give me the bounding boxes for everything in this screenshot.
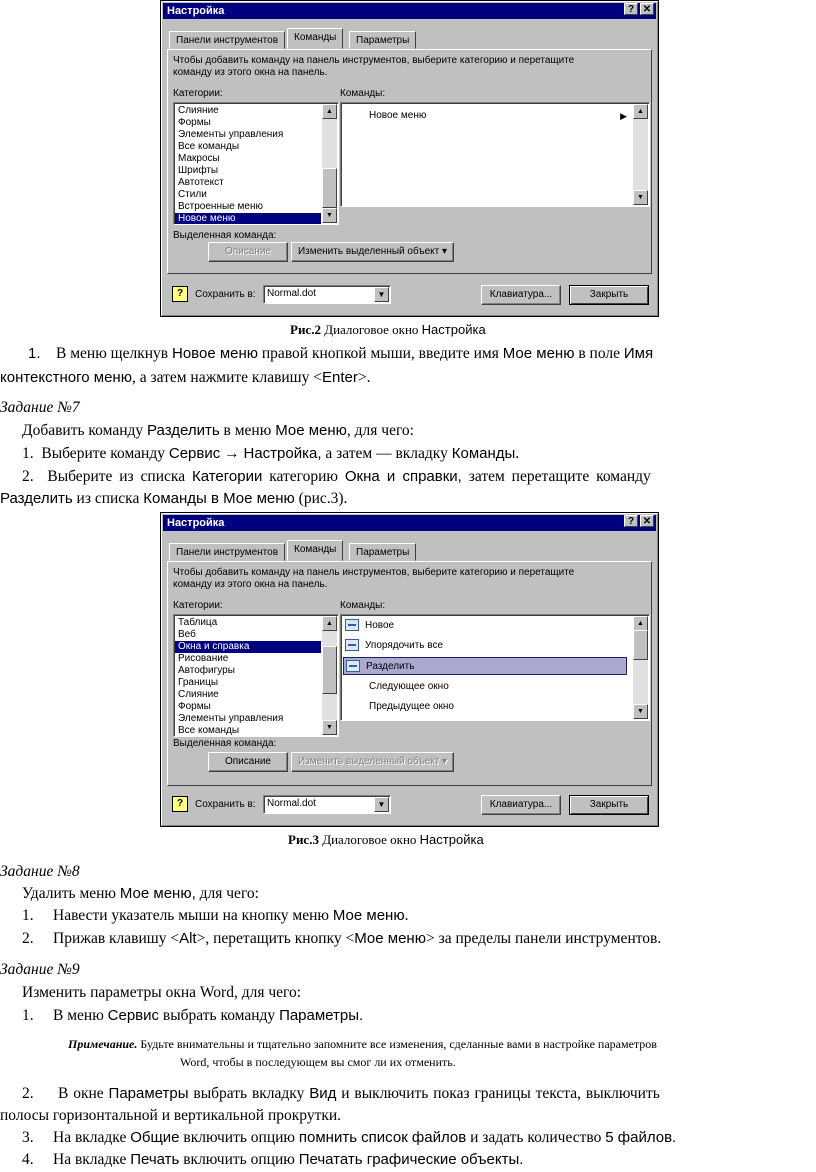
text: Выберите из списка	[47, 468, 192, 485]
arrange-all-icon	[345, 639, 359, 651]
ui-term: Категории	[191, 468, 263, 485]
list-number: 1.	[28, 345, 41, 362]
task-7-step-1	[22, 444, 519, 464]
task-7-step-2-line-2	[0, 489, 347, 509]
ui-term: Печать	[130, 1151, 180, 1168]
list-number: 2.	[22, 468, 34, 485]
ui-term: помнить список файлов	[298, 1129, 467, 1146]
text: (рис.3).	[294, 490, 348, 507]
command-label: Предыдущее окно	[369, 701, 454, 712]
description-button[interactable]: Описание	[208, 752, 288, 772]
list-number: 1.	[22, 1007, 34, 1024]
step-1-line-1	[28, 344, 653, 364]
close-title-button[interactable]: ✕	[640, 3, 654, 15]
save-in-combo[interactable]	[263, 795, 391, 814]
text: включить опцию	[179, 1129, 299, 1146]
command-item-arrange[interactable]	[343, 637, 627, 655]
ui-term: Мое меню	[332, 907, 405, 924]
figure-caption-3	[288, 832, 484, 848]
ui-term: Печатать графические объекты.	[298, 1151, 524, 1168]
text: Прижав клавишу <	[53, 930, 180, 947]
scroll-thumb[interactable]	[322, 168, 337, 208]
ui-term: Команды в Мое меню	[143, 490, 295, 507]
tab-options[interactable]: Параметры	[349, 31, 416, 49]
commands-tab-panel	[167, 561, 652, 786]
command-label: Разделить	[366, 661, 415, 672]
text: Будьте внимательны и тщательно запомните все изменения, сделанные вами в настройке параметров	[137, 1037, 657, 1051]
arrow-icon: →	[220, 445, 244, 462]
text: выбрать вкладку	[188, 1085, 310, 1102]
task-8-intro	[22, 884, 259, 904]
list-item[interactable]: Элементы управления	[178, 129, 284, 140]
ui-term: Enter	[322, 369, 358, 386]
list-number: 1.	[22, 445, 34, 462]
list-item[interactable]: Элементы управления	[178, 713, 284, 724]
text: >, перетащить кнопку <	[196, 930, 355, 947]
close-dialog-button[interactable]: Закрыть	[569, 795, 649, 815]
list-number: 3.	[22, 1129, 34, 1146]
list-item[interactable]: Все команды	[178, 141, 240, 152]
step-1-line-2	[0, 368, 370, 388]
caption-number: Рис.2	[290, 322, 321, 337]
split-icon	[346, 660, 360, 672]
ui-term: Имя	[623, 345, 654, 362]
save-in-value: Normal.dot	[267, 798, 316, 809]
ui-term: Alt	[179, 930, 197, 947]
text: .	[515, 445, 520, 462]
note-line-1	[68, 1036, 657, 1053]
text: и задать количество	[466, 1129, 606, 1146]
text: На вкладке	[53, 1151, 131, 1168]
commands-tab-panel	[167, 49, 652, 274]
list-item[interactable]: Все команды	[178, 725, 240, 736]
ui-term: 5 файлов.	[605, 1129, 677, 1146]
ui-term: Вид	[309, 1085, 337, 1102]
list-item[interactable]: Рисование	[178, 653, 229, 664]
scroll-down-icon[interactable]: ▼	[633, 190, 648, 205]
commands-scrollbar[interactable]	[633, 104, 648, 205]
text: , для чего:	[346, 422, 414, 439]
text: > за пределы панели инструментов.	[425, 930, 662, 947]
scroll-up-icon[interactable]: ▲	[633, 104, 648, 119]
text: для чего:	[195, 885, 259, 902]
command-item-next-window[interactable]	[343, 678, 627, 696]
scroll-down-icon[interactable]: ▼	[322, 208, 337, 223]
save-in-label: Сохранить в:	[195, 289, 256, 300]
commands-label: Команды:	[340, 88, 386, 99]
categories-label: Категории:	[173, 600, 223, 611]
text: В меню щелкнув	[56, 345, 172, 362]
selected-command-label: Выделенная команда:	[173, 738, 277, 749]
figure-caption-2	[290, 322, 486, 338]
text: Добавить команду	[22, 422, 148, 439]
text: В окне	[58, 1085, 109, 1102]
categories-scrollbar[interactable]	[322, 104, 337, 223]
caption-text: Диалоговое окно	[320, 322, 422, 337]
text: выбрать команду	[159, 1007, 280, 1024]
task-8-heading: Задание №8	[0, 863, 80, 880]
list-item[interactable]: Формы	[178, 701, 211, 712]
list-item[interactable]: Шрифты	[178, 165, 219, 176]
selected-command-label: Выделенная команда:	[173, 230, 277, 241]
tab-options[interactable]: Параметры	[349, 543, 416, 561]
command-item-prev-window[interactable]	[343, 698, 627, 716]
list-number: 2.	[22, 930, 34, 947]
save-in-combo[interactable]	[263, 285, 391, 304]
ui-term: Окна и справки,	[344, 468, 462, 485]
list-item[interactable]: Границы	[178, 677, 218, 688]
dropdown-arrow-icon[interactable]: ▼	[374, 797, 389, 812]
modify-selection-button[interactable]: Изменить выделенный объект ▾	[291, 242, 454, 262]
list-number: 4.	[22, 1151, 34, 1168]
close-title-button[interactable]: ✕	[640, 515, 654, 527]
note-line-2: Word, чтобы в последующем вы смог ли их отменить.	[180, 1055, 456, 1069]
task-9-heading: Задание №9	[0, 961, 80, 978]
ui-term: Новое меню	[172, 345, 259, 362]
text: Навести указатель мыши на кнопку меню	[53, 907, 333, 924]
ui-term: Сервис	[107, 1007, 160, 1024]
ui-term: Сервис	[168, 445, 221, 462]
text: Выберите команду	[41, 445, 169, 462]
text: из списка	[72, 490, 144, 507]
scroll-thumb[interactable]	[322, 646, 337, 694]
text: На вкладке	[53, 1129, 131, 1146]
help-icon[interactable]: ?	[172, 796, 188, 812]
list-item[interactable]: Веб	[178, 629, 196, 640]
ui-term: Параметры	[108, 1085, 189, 1102]
command-item-new[interactable]	[343, 617, 627, 635]
commands-list[interactable]	[340, 102, 650, 207]
text: , а затем нажмите клавишу <	[131, 369, 322, 386]
categories-list[interactable]	[173, 614, 339, 737]
dialog-title: Настройка	[163, 515, 656, 531]
tab-toolbars[interactable]: Панели инструментов	[169, 31, 285, 49]
save-in-label: Сохранить в:	[195, 799, 256, 810]
command-label: Следующее окно	[369, 681, 449, 692]
categories-list[interactable]	[173, 102, 339, 225]
save-in-value: Normal.dot	[267, 288, 316, 299]
list-item[interactable]: Слияние	[178, 689, 219, 700]
categories-scrollbar[interactable]	[322, 616, 337, 735]
caption-ui-term: Настройка	[419, 832, 484, 847]
scroll-thumb[interactable]	[633, 630, 648, 660]
text: правой кнопкой мыши, введите имя	[258, 345, 503, 362]
task-9-step-4	[22, 1150, 523, 1170]
text: а затем — вкладку	[321, 445, 452, 462]
close-dialog-button[interactable]: Закрыть	[569, 285, 649, 305]
ui-term: Разделить	[147, 422, 220, 439]
list-number: 2.	[22, 1085, 34, 1102]
customize-dialog-2	[160, 512, 659, 827]
modify-selection-button[interactable]: Изменить выделенный объект ▾	[291, 752, 454, 772]
description-button[interactable]: Описание	[208, 242, 288, 262]
text: включить опцию	[179, 1151, 299, 1168]
text: в поле	[574, 345, 624, 362]
commands-list[interactable]	[340, 614, 650, 721]
list-number: 1.	[22, 907, 34, 924]
scroll-down-icon[interactable]: ▼	[322, 720, 337, 735]
new-window-icon	[345, 619, 359, 631]
task-8-step-2	[22, 929, 661, 949]
task-7-intro	[22, 421, 414, 441]
commands-scrollbar[interactable]	[633, 616, 648, 719]
submenu-arrow-icon: ▶	[620, 111, 627, 121]
ui-term: Мое меню	[354, 930, 426, 947]
command-item[interactable]	[343, 107, 633, 125]
command-label: Новое	[365, 620, 395, 631]
list-item-selected[interactable]: Окна и справка	[175, 641, 321, 653]
task-9-step-1	[22, 1006, 363, 1026]
ui-term: Общие	[130, 1129, 180, 1146]
command-item-split[interactable]	[343, 657, 627, 675]
text: >.	[357, 369, 371, 386]
task-7-step-2-line-1	[22, 467, 651, 487]
list-item-selected[interactable]: Новое меню	[175, 213, 321, 225]
scroll-up-icon[interactable]: ▲	[322, 104, 337, 119]
list-item[interactable]: Автофигуры	[178, 665, 235, 676]
list-item[interactable]: Слияние	[178, 105, 219, 116]
ui-term: Мое меню	[502, 345, 575, 362]
command-label: Упорядочить все	[365, 640, 444, 651]
ui-term: Настройка,	[243, 445, 322, 462]
scroll-up-icon[interactable]: ▲	[633, 616, 648, 631]
ui-term: Мое меню,	[119, 885, 196, 902]
text: Удалить меню	[22, 885, 120, 902]
help-title-button[interactable]: ?	[624, 3, 638, 15]
task-9-intro: Изменить параметры окна Word, для чего:	[22, 984, 302, 1001]
task-9-step-2-line-1	[22, 1084, 660, 1104]
task-9-step-2-line-2: полосы горизонтальной и вертикальной прокрутки.	[0, 1107, 342, 1124]
text: затем перетащите команду	[461, 468, 651, 485]
categories-label: Категории:	[173, 88, 223, 99]
text: В меню	[53, 1007, 108, 1024]
command-label: Новое меню	[369, 110, 427, 121]
list-item[interactable]: Встроенные меню	[178, 201, 263, 212]
text: категорию	[262, 468, 345, 485]
task-8-step-1	[22, 906, 408, 926]
ui-term: Мое меню	[275, 422, 347, 439]
caption-ui-term: Настройка	[421, 322, 486, 337]
text: в меню	[219, 422, 276, 439]
list-item[interactable]: Макросы	[178, 153, 220, 164]
instructions-text: Чтобы добавить команду на панель инструментов, выберите категорию и перетащите команду из этого окна на панель.	[173, 567, 575, 590]
keyboard-button[interactable]: Клавиатура...	[481, 795, 561, 815]
ui-term: Разделить	[0, 490, 73, 507]
tab-toolbars[interactable]: Панели инструментов	[169, 543, 285, 561]
ui-term: Команды	[451, 445, 516, 462]
help-title-button[interactable]: ?	[624, 515, 638, 527]
tab-commands[interactable]: Команды	[287, 28, 343, 49]
caption-text: Диалоговое окно	[318, 832, 420, 847]
instructions-text: Чтобы добавить команду на панель инструментов, выберите категорию и перетащите команду из этого окна на панель.	[173, 55, 575, 78]
list-item[interactable]: Стили	[178, 189, 207, 200]
text: .	[404, 907, 409, 924]
scroll-down-icon[interactable]: ▼	[633, 704, 648, 719]
task-7-heading: Задание №7	[0, 399, 80, 416]
scroll-up-icon[interactable]: ▲	[322, 616, 337, 631]
list-item[interactable]: Автотекст	[178, 177, 224, 188]
customize-dialog-1	[160, 0, 659, 317]
text: и выключить показ границы текста, выключить	[336, 1085, 660, 1102]
list-item[interactable]: Таблица	[178, 617, 218, 628]
tab-commands[interactable]: Команды	[287, 540, 343, 561]
keyboard-button[interactable]: Клавиатура...	[481, 285, 561, 305]
dropdown-arrow-icon[interactable]: ▼	[374, 287, 389, 302]
caption-number: Рис.3	[288, 832, 319, 847]
list-item[interactable]: Формы	[178, 117, 211, 128]
help-icon[interactable]: ?	[172, 286, 188, 302]
task-9-step-3	[22, 1128, 676, 1148]
commands-label: Команды:	[340, 600, 386, 611]
ui-term: Параметры.	[279, 1007, 364, 1024]
ui-term: контекстного меню	[0, 369, 132, 386]
note-label: Примечание.	[68, 1037, 138, 1051]
dialog-title: Настройка	[163, 3, 656, 19]
